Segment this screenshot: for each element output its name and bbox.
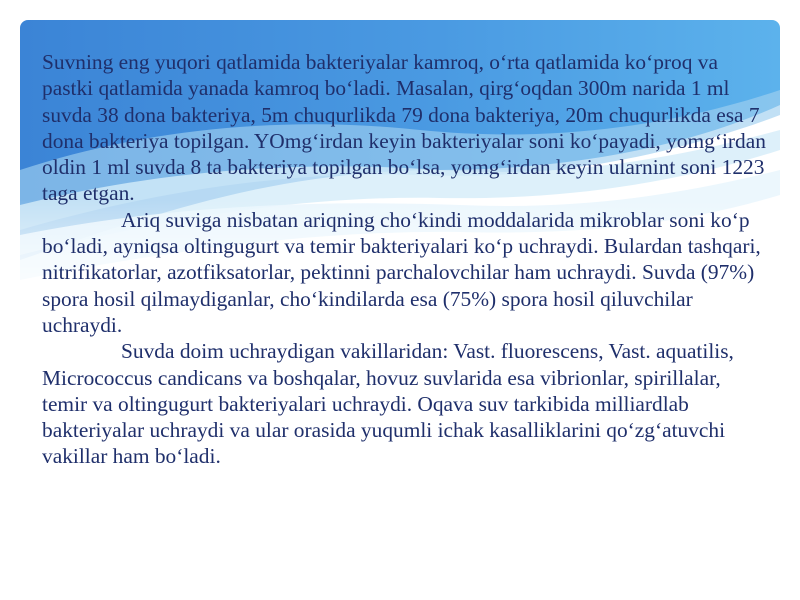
slide <box>20 20 780 580</box>
paragraph-2: Ariq suviga nisbatan ariqning cho‘kindi moddalarida mikroblar soni ko‘p bo‘ladi, ayniqsa oltingugurt va temir bakteriyalari ko‘p uchraydi. Bulardan tashqari, nitrifikatorlar, azotfiksatorlar, pektinni parchalovchilar ham uchraydi. Suvda (97%) spora hosil qilmaydiganlar, cho‘kindilarda esa (75%) spora hosil qiluvchilar uchraydi. <box>42 207 761 337</box>
paragraph-3: Suvda doim uchraydigan vakillaridan: Vast. fluorescens, Vast. aquatilis, Micrococcus candicans va boshqalar, hovuz suvlarida esa vibrionlar, spirillalar, temir va oltingugurt bakteriyalari uchraydi. Oqava suv tarkibida milliardlab bakteriyalar uchraydi va ular orasida yuqumli ichak kasalliklarini qo‘zg‘atuvchi vakillar ham bo‘ladi. <box>42 339 734 469</box>
body-text <box>42 49 766 470</box>
paragraph-1: Suvning eng yuqori qatlamida bakteriyalar kamroq, o‘rta qatlamida ko‘proq va pastki qatlamida yanada kamroq bo‘ladi. Masalan, qirg‘oqdan 300m narida 1 ml suvda 38 dona bakteriya, 5m chuqurlikda 79 dona bakteriya, 20m chuqurlikda esa 7 dona bakteriya topilgan. YOmg‘irdan keyin bakteriyalar soni ko‘payadi, yomg‘irdan oldin 1 ml suvda 8 ta bakteriya topilgan bo‘lsa, yomg‘irdan keyin ularnint soni 1223 taga etgan. <box>42 50 766 206</box>
